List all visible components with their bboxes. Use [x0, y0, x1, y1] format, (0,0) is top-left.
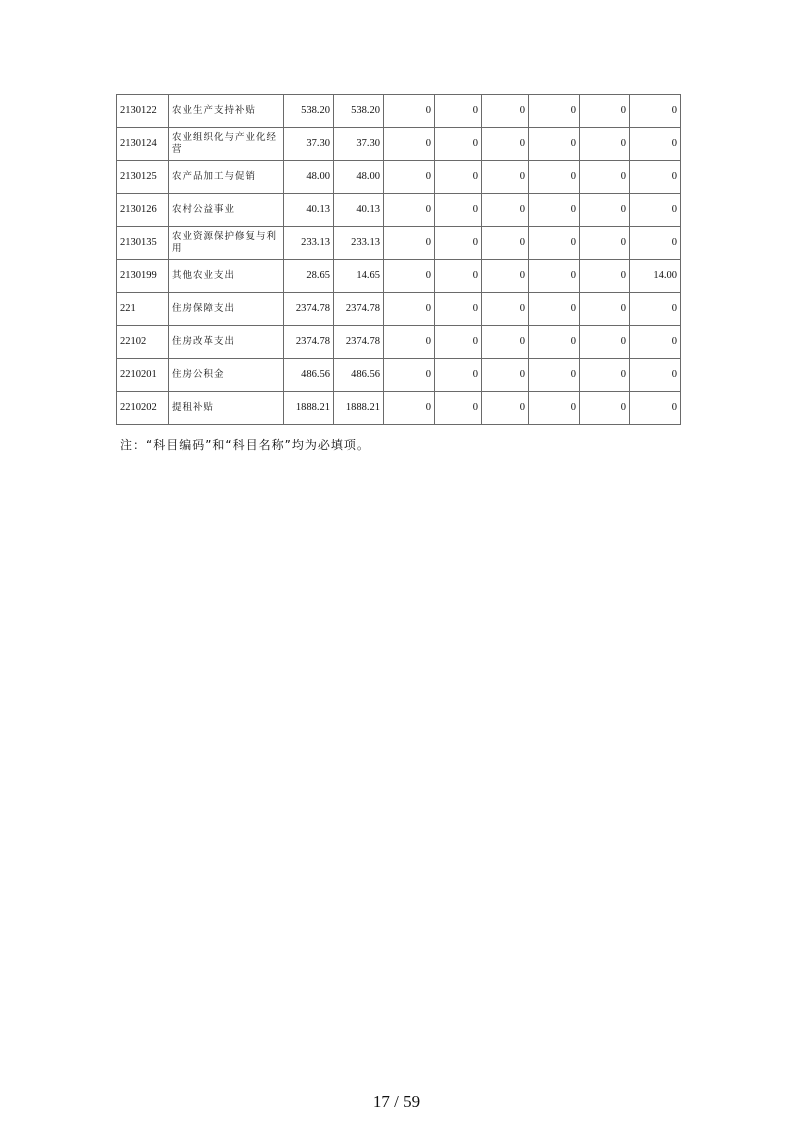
table-note: 注：“科目编码”和“科目名称”均为必填项。: [120, 438, 370, 452]
amount-cell: 0: [482, 293, 529, 326]
amount-cell: 1888.21: [284, 392, 334, 425]
amount-cell: 0: [529, 326, 580, 359]
amount-cell: 0: [384, 194, 435, 227]
amount-cell: 2374.78: [334, 326, 384, 359]
amount-cell: 0: [630, 359, 681, 392]
amount-cell: 0: [482, 326, 529, 359]
subject-name-cell: 其他农业支出: [169, 260, 284, 293]
table-row: [117, 161, 681, 194]
amount-cell: 0: [435, 260, 482, 293]
amount-cell: 2374.78: [334, 293, 384, 326]
subject-name-cell: 农业资源保护修复与利用: [169, 227, 284, 260]
table-row: [117, 260, 681, 293]
subject-name-cell: 住房保障支出: [169, 293, 284, 326]
amount-cell: 0: [630, 95, 681, 128]
amount-cell: 48.00: [334, 161, 384, 194]
subject-code-cell: 2210202: [117, 392, 169, 425]
subject-name-cell: 农村公益事业: [169, 194, 284, 227]
table-row: [117, 293, 681, 326]
subject-code-cell: 2130125: [117, 161, 169, 194]
amount-cell: 0: [482, 194, 529, 227]
amount-cell: 14.65: [334, 260, 384, 293]
amount-cell: 0: [580, 128, 630, 161]
amount-cell: 0: [435, 293, 482, 326]
amount-cell: 0: [580, 392, 630, 425]
subject-code-cell: 2210201: [117, 359, 169, 392]
amount-cell: 0: [482, 260, 529, 293]
subject-name-cell: 农产品加工与促销: [169, 161, 284, 194]
amount-cell: 0: [580, 326, 630, 359]
subject-code-cell: 221: [117, 293, 169, 326]
amount-cell: 0: [580, 260, 630, 293]
amount-cell: 486.56: [334, 359, 384, 392]
page-number: 17 / 59: [372, 1092, 421, 1111]
amount-cell: 0: [630, 194, 681, 227]
amount-cell: 0: [580, 227, 630, 260]
subject-name-cell: 农业组织化与产业化经营: [169, 128, 284, 161]
amount-cell: 0: [384, 392, 435, 425]
table-row: [117, 326, 681, 359]
amount-cell: 0: [384, 227, 435, 260]
amount-cell: 28.65: [284, 260, 334, 293]
amount-cell: 0: [435, 359, 482, 392]
amount-cell: 2374.78: [284, 326, 334, 359]
amount-cell: 0: [435, 161, 482, 194]
amount-cell: 0: [580, 194, 630, 227]
amount-cell: 0: [580, 95, 630, 128]
amount-cell: 14.00: [630, 260, 681, 293]
amount-cell: 0: [580, 293, 630, 326]
amount-cell: 0: [435, 227, 482, 260]
table-row: [117, 227, 681, 260]
amount-cell: 0: [529, 194, 580, 227]
amount-cell: 233.13: [334, 227, 384, 260]
amount-cell: 233.13: [284, 227, 334, 260]
amount-cell: 0: [435, 326, 482, 359]
amount-cell: 0: [435, 95, 482, 128]
amount-cell: 0: [384, 95, 435, 128]
amount-cell: 0: [630, 227, 681, 260]
amount-cell: 0: [482, 392, 529, 425]
amount-cell: 486.56: [284, 359, 334, 392]
budget-table: [116, 94, 681, 425]
table-row: [117, 392, 681, 425]
amount-cell: 37.30: [334, 128, 384, 161]
amount-cell: 0: [580, 359, 630, 392]
amount-cell: 0: [529, 293, 580, 326]
table-row: [117, 194, 681, 227]
amount-cell: 0: [384, 128, 435, 161]
amount-cell: 0: [435, 128, 482, 161]
amount-cell: 0: [384, 359, 435, 392]
subject-code-cell: 2130199: [117, 260, 169, 293]
amount-cell: 0: [529, 260, 580, 293]
amount-cell: 0: [435, 392, 482, 425]
amount-cell: 0: [384, 260, 435, 293]
amount-cell: 0: [630, 128, 681, 161]
amount-cell: 0: [529, 95, 580, 128]
subject-code-cell: 2130135: [117, 227, 169, 260]
amount-cell: 0: [482, 161, 529, 194]
amount-cell: 538.20: [284, 95, 334, 128]
subject-code-cell: 22102: [117, 326, 169, 359]
amount-cell: 1888.21: [334, 392, 384, 425]
amount-cell: 0: [482, 128, 529, 161]
amount-cell: 0: [580, 161, 630, 194]
amount-cell: 0: [435, 194, 482, 227]
amount-cell: 0: [529, 392, 580, 425]
amount-cell: 40.13: [334, 194, 384, 227]
amount-cell: 0: [482, 227, 529, 260]
amount-cell: 2374.78: [284, 293, 334, 326]
amount-cell: 40.13: [284, 194, 334, 227]
amount-cell: 37.30: [284, 128, 334, 161]
amount-cell: 0: [384, 293, 435, 326]
subject-code-cell: 2130122: [117, 95, 169, 128]
amount-cell: 0: [630, 326, 681, 359]
amount-cell: 0: [529, 161, 580, 194]
amount-cell: 0: [482, 359, 529, 392]
amount-cell: 538.20: [334, 95, 384, 128]
amount-cell: 0: [482, 95, 529, 128]
amount-cell: 0: [384, 161, 435, 194]
amount-cell: 0: [630, 161, 681, 194]
amount-cell: 48.00: [284, 161, 334, 194]
table-row: [117, 359, 681, 392]
amount-cell: 0: [529, 128, 580, 161]
subject-name-cell: 住房公积金: [169, 359, 284, 392]
table-row: [117, 95, 681, 128]
amount-cell: 0: [630, 293, 681, 326]
amount-cell: 0: [630, 392, 681, 425]
amount-cell: 0: [529, 227, 580, 260]
subject-code-cell: 2130124: [117, 128, 169, 161]
table-row: [117, 128, 681, 161]
amount-cell: 0: [529, 359, 580, 392]
subject-name-cell: 提租补贴: [169, 392, 284, 425]
amount-cell: 0: [384, 326, 435, 359]
subject-code-cell: 2130126: [117, 194, 169, 227]
subject-name-cell: 农业生产支持补贴: [169, 95, 284, 128]
subject-name-cell: 住房改革支出: [169, 326, 284, 359]
